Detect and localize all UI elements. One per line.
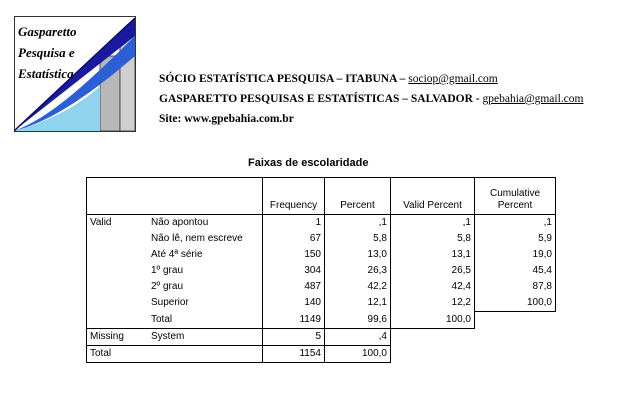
cell-valid-percent: 100,0: [391, 312, 475, 329]
header-cumulative-percent: [475, 178, 556, 215]
cell-percent: 100,0: [325, 345, 391, 362]
table-row: [87, 345, 556, 362]
row-label: Total: [148, 312, 263, 329]
table-title: Faixas de escolaridade: [248, 157, 369, 169]
cell-valid-percent: 12,2: [391, 295, 475, 312]
logo-text-line3: Estatística: [18, 66, 74, 81]
header-cumulative-line2: Percent: [497, 200, 533, 211]
frequency-table: [86, 177, 556, 363]
group-label-total: Total: [87, 345, 149, 362]
cell-frequency: 1154: [263, 345, 325, 362]
table-row: [87, 247, 556, 263]
email-link-gpebahia[interactable]: gpebahia@gmail.com: [482, 93, 584, 105]
cell-cumulative-percent: 87,8: [475, 279, 556, 295]
cell-frequency: 140: [263, 295, 325, 312]
table-row: [87, 279, 556, 295]
cell-frequency: 150: [263, 247, 325, 263]
header-line-itabuna: [159, 69, 583, 89]
cell-frequency: 487: [263, 279, 325, 295]
cell-percent: 26,3: [325, 263, 391, 279]
cell-frequency: 1: [263, 215, 325, 232]
cell-cumulative-percent: 45,4: [475, 263, 556, 279]
header-cumulative-line1: Cumulative: [489, 188, 541, 199]
row-label: Até 4ª série: [148, 247, 263, 263]
cell-percent: 99,6: [325, 312, 391, 329]
table-row: [87, 231, 556, 247]
cell-cumulative-percent: [475, 312, 556, 329]
row-label: 2º grau: [148, 279, 263, 295]
row-label: Não apontou: [148, 215, 263, 232]
group-label-missing: Missing: [87, 328, 149, 345]
header-frequency: Frequency: [263, 178, 325, 215]
row-label: Superior: [148, 295, 263, 312]
cell-cumulative-percent: 19,0: [475, 247, 556, 263]
table-row: [87, 215, 556, 232]
header-valid-percent: Valid Percent: [391, 178, 475, 215]
cell-frequency: 5: [263, 328, 325, 345]
header-line-site: [159, 109, 583, 129]
cell-cumulative-percent: 100,0: [475, 295, 556, 312]
cell-percent: 12,1: [325, 295, 391, 312]
cell-percent: 5,8: [325, 231, 391, 247]
logo-text-line1: Gasparetto: [18, 24, 77, 39]
table-row: [87, 263, 556, 279]
cell-frequency: 1149: [263, 312, 325, 329]
cell-frequency: 304: [263, 263, 325, 279]
cell-frequency: 67: [263, 231, 325, 247]
cell-valid-percent: ,1: [391, 215, 475, 232]
logo: [14, 16, 136, 132]
header-line3-text: Site: www.gpebahia.com.br: [159, 113, 294, 125]
header-line-salvador: [159, 89, 583, 109]
row-label: System: [148, 328, 263, 345]
table-row: [87, 295, 556, 312]
cell-percent: 13,0: [325, 247, 391, 263]
table-row: [87, 312, 556, 329]
cell-cumulative-percent: 5,9: [475, 231, 556, 247]
row-label: 1º grau: [148, 263, 263, 279]
row-label: Não lê, nem escreve: [148, 231, 263, 247]
cell-valid-percent: 26,5: [391, 263, 475, 279]
header-line1-text: SÓCIO ESTATÍSTICA PESQUISA – ITABUNA –: [159, 73, 409, 85]
email-link-sociop[interactable]: sociop@gmail.com: [408, 73, 498, 85]
header-percent: Percent: [325, 178, 391, 215]
table-header-row: [87, 178, 556, 215]
table-row: [87, 328, 556, 345]
header-line2-text: GASPARETTO PESQUISAS E ESTATÍSTICAS – SALVADOR -: [159, 93, 483, 105]
cell-cumulative-percent: ,1: [475, 215, 556, 232]
logo-text-line2: Pesquisa e: [18, 45, 75, 60]
cell-valid-percent: 13,1: [391, 247, 475, 263]
cell-percent: 42,2: [325, 279, 391, 295]
letterhead: [159, 69, 583, 129]
cell-percent: ,1: [325, 215, 391, 232]
cell-percent: ,4: [325, 328, 391, 345]
cell-valid-percent: 5,8: [391, 231, 475, 247]
cell-valid-percent: 42,4: [391, 279, 475, 295]
group-label-valid: Valid: [87, 215, 149, 232]
